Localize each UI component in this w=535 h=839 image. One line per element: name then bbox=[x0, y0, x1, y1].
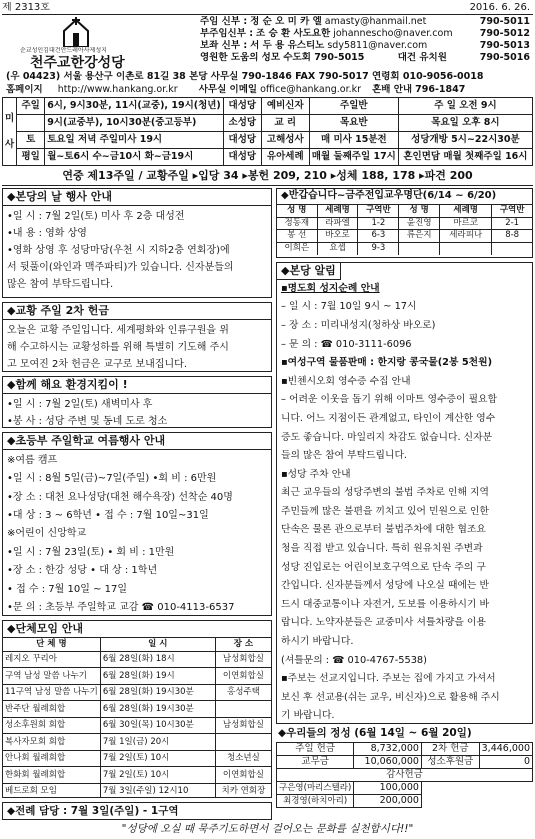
table-row bbox=[3, 149, 533, 166]
announcement-box bbox=[2, 376, 272, 428]
table-row bbox=[3, 684, 271, 701]
cell bbox=[399, 242, 440, 255]
cell: 월~토6시 수~금10시 화~금19시 bbox=[45, 149, 224, 166]
cell: 6월 28일(화) 19시 bbox=[100, 668, 215, 685]
staff-name: 서 두 용 유스티노 bbox=[250, 40, 325, 51]
announcement-body bbox=[3, 394, 271, 428]
cell: 2-1 bbox=[492, 217, 532, 230]
text-line: 많은 참여 부탁드립니다. bbox=[7, 278, 114, 290]
cell: 고해성사 bbox=[261, 132, 309, 149]
text-line: 간입니다. 신자분들께서 성당에 나오실 때에는 반 bbox=[281, 580, 489, 592]
text-line: 주민들께 많은 불편을 끼치고 있어 민원으로 인한 bbox=[281, 505, 489, 517]
offering-table bbox=[276, 742, 533, 808]
cell: 요셉 bbox=[317, 242, 358, 255]
text-line: ▪명도회 성지순례 안내 bbox=[281, 282, 380, 294]
announcement-box bbox=[2, 302, 272, 372]
cell: 6월 28일(화) 19시30분 bbox=[100, 684, 215, 701]
cell: 주일반 bbox=[309, 98, 398, 115]
table-row bbox=[277, 782, 533, 795]
cell: 평일 bbox=[17, 149, 45, 166]
staff-tel: 790-5011 bbox=[479, 16, 530, 27]
column-header: 장 소 bbox=[215, 637, 271, 651]
cell: 교무금 bbox=[277, 756, 354, 769]
text-line: ▪여성구역 물품판매 : 한지랑 콩국물(2봉 5천원) bbox=[281, 357, 493, 369]
text-line: – 어려운 이웃을 돕기 위해 이마트 영수증이 필요합 bbox=[281, 394, 497, 406]
text-line: •봉 사 : 성당 주변 및 동네 도로 청소 bbox=[7, 415, 168, 427]
text-line: • 접 수 : 7월 10일 ~ 17일 bbox=[7, 583, 128, 595]
text-line: – 일 시 : 7월 10일 9시 ~ 17시 bbox=[281, 301, 417, 313]
cell: 레지오 꾸리아 bbox=[3, 651, 100, 668]
announcement-body bbox=[3, 206, 271, 295]
table-row bbox=[277, 769, 533, 782]
cell: 7월 3일(주일) 12시10 bbox=[100, 783, 215, 798]
staff-tel: 790-5012 bbox=[479, 28, 530, 39]
text-line: •일 시 : 7월 2일(토) 미사 후 2층 대성전 bbox=[7, 210, 185, 222]
announcement-body bbox=[3, 320, 271, 372]
cell: 치카 연회장 bbox=[215, 783, 271, 798]
table-row bbox=[3, 767, 271, 784]
text-line: ▪성당 주차 안내 bbox=[281, 468, 351, 480]
church-title: 천주교한강성당 bbox=[30, 55, 125, 71]
cell: 목요반 bbox=[309, 115, 398, 132]
cell: 최경영(하치아리) bbox=[277, 795, 354, 808]
cell: 윤진영 bbox=[399, 217, 440, 230]
table-row bbox=[3, 783, 271, 798]
cell: 구역 남성 말씀 나누기 bbox=[3, 668, 100, 685]
staff-tel: 790-5016 bbox=[479, 52, 530, 63]
cell: 예비신자 bbox=[261, 98, 309, 115]
text-line: •일 시 : 8월 5일(금)~7일(주일) •회 비 : 6만원 bbox=[7, 473, 217, 485]
new-parishioners-table bbox=[277, 204, 532, 255]
text-line: •대 상 : 3 ~ 6학년 • 접 수 : 7월 10일~31일 bbox=[7, 509, 209, 521]
text-line: 랍니다. 노약자분들은 교중미사 셔틀차량을 이용 bbox=[281, 617, 486, 629]
table-row bbox=[3, 668, 271, 685]
cell bbox=[215, 701, 271, 718]
jeonrye-duty: ◆전례 담당 : 7월 3일(주일) - 1구역 bbox=[2, 802, 272, 820]
announcement-title: ◆본당의 날 행사 안내 bbox=[3, 189, 271, 206]
cell: 7월 2일(토) 10시 bbox=[100, 750, 215, 767]
cell: 7월 1일(금) 20시 bbox=[100, 734, 215, 751]
text-line: 보신 후 선교용(쉬는 교우, 비신자)으로 활용해 주시 bbox=[281, 691, 500, 703]
table-row bbox=[277, 217, 532, 230]
cell: 이연회합실 bbox=[215, 767, 271, 784]
cell: 혼인면담 매월 첫째주일 16시 bbox=[398, 149, 532, 166]
cell: 10,060,000 bbox=[354, 756, 422, 769]
cell: 유아세례 bbox=[261, 149, 309, 166]
cell: 0 bbox=[479, 756, 532, 769]
text-line: (셔틀문의 : ☎ 010-4767-5538) bbox=[281, 654, 427, 666]
staff-row bbox=[200, 52, 534, 64]
text-line: 니다. 어느 지점이든 관계없고, 타인이 계산한 영수 bbox=[281, 412, 496, 424]
table-row bbox=[277, 242, 532, 255]
cell: 구은영(마리스텔라) bbox=[277, 782, 354, 795]
announcement-title: ◆교황 주일 2차 헌금 bbox=[3, 303, 271, 320]
cell: 8,732,000 bbox=[354, 743, 422, 756]
cell: 봉 선 bbox=[277, 230, 317, 243]
staff-name: 790-5015 bbox=[314, 52, 365, 63]
text-line: – 문 의 : ☎ 010-3111-6096 bbox=[281, 338, 412, 350]
cell: 소성당 bbox=[223, 115, 261, 132]
cell: 11구역 남성 말씀 나누기 bbox=[3, 684, 100, 701]
issue-date: 2016. 6. 26. bbox=[469, 2, 530, 13]
column-header: 성 명 bbox=[277, 204, 317, 217]
table-row bbox=[3, 701, 271, 718]
staff-list bbox=[200, 16, 534, 64]
cell: 6월 30일(목) 10시30분 bbox=[100, 717, 215, 734]
text-line: ▪빈첸시오회 영수증 수집 안내 bbox=[281, 375, 411, 387]
staff-name: 정 순 오 미 카 엘 bbox=[250, 16, 322, 27]
church-logo-icon bbox=[60, 17, 92, 47]
parish-notice-box bbox=[276, 262, 533, 724]
staff-row bbox=[200, 28, 534, 40]
cell: 7월 2일(토) 10시 bbox=[100, 767, 215, 784]
church-subtitle: 순교성인김대건안드레아사제성지 bbox=[20, 47, 107, 54]
cell: 주일 헌금 bbox=[277, 743, 354, 756]
cell: 청소년실 bbox=[215, 750, 271, 767]
announcement-box bbox=[2, 188, 272, 298]
cell: 한화회 월례회합 bbox=[3, 767, 100, 784]
cell: 남성회합실 bbox=[215, 651, 271, 668]
cell bbox=[215, 734, 271, 751]
staff-name: 조 승 환 사도요한 bbox=[256, 28, 331, 39]
table-header-row bbox=[3, 637, 271, 651]
cell: 주일 bbox=[17, 98, 45, 115]
issue-number: 제 2313호 bbox=[2, 2, 50, 13]
cell: 바오로 bbox=[317, 230, 358, 243]
cell: 성소후원회 회합 bbox=[3, 717, 100, 734]
text-line: •장 소 : 한강 성당 • 대 상 : 1학년 bbox=[7, 565, 158, 577]
footer-slogan: "성당에 오실 때 묵주기도하면서 걸어오는 문화를 실천합시다!!" bbox=[121, 823, 414, 835]
cell: 홍성주택 bbox=[215, 684, 271, 701]
announcement-box bbox=[2, 432, 272, 616]
text-line: ※어린이 신앙학교 bbox=[7, 528, 87, 540]
table-row bbox=[3, 734, 271, 751]
table-row bbox=[3, 750, 271, 767]
cell: 남성회합실 bbox=[215, 717, 271, 734]
cell: 6-3 bbox=[358, 230, 399, 243]
cell: 9-3 bbox=[358, 242, 399, 255]
text-line: – 장 소 : 미리내성지(청하상 바오로) bbox=[281, 319, 436, 331]
liturgy-line: 연중 제13주일 / 교황주일 ▸입당 34 ▸봉헌 209, 210 ▸성체 188, 178 ▸파견 200 bbox=[2, 169, 533, 186]
column-header: 단 체 명 bbox=[3, 637, 100, 651]
cell: 주 일 오전 9시 bbox=[398, 98, 532, 115]
cell: 1-2 bbox=[358, 217, 399, 230]
table-row bbox=[3, 132, 533, 149]
text-line: •영화 상영 후 성당마당(우천 시 지하2층 연회장)에 bbox=[7, 244, 230, 256]
cell: 성당개방 5시~22시30분 bbox=[398, 132, 532, 149]
column-header: 세례명 bbox=[317, 204, 358, 217]
text-line: 오늘은 교황 주일입니다. 세계평화와 인류구원을 위 bbox=[7, 324, 229, 336]
cell: 마르코 bbox=[440, 217, 492, 230]
staff-email: johannescho@naver.com bbox=[333, 28, 453, 39]
email-label: 사무실 이메일 bbox=[198, 84, 258, 95]
cell: 2차 헌금 bbox=[421, 743, 479, 756]
table-row bbox=[277, 756, 533, 769]
column-header: 구역반 bbox=[358, 204, 399, 217]
text-line: 단속은 물론 관으로부터 불법주차에 대한 협조요 bbox=[281, 524, 486, 536]
staff-role: 부주임신부 : bbox=[200, 28, 253, 39]
table-row bbox=[3, 651, 271, 668]
cell: 목요일 오후 8시 bbox=[398, 115, 532, 132]
cell: 매월 둘째주일 17시 bbox=[309, 149, 398, 166]
staff-role: 주임 신부 : bbox=[200, 16, 248, 27]
cell: 정동재 bbox=[277, 217, 317, 230]
parish-notice-title: ◆본당 알림 bbox=[277, 263, 341, 280]
new-parishioners-box bbox=[276, 188, 533, 258]
staff-email: amasty@hanmail.net bbox=[324, 16, 427, 27]
text-line: 고 모여진 2차 헌금은 교구로 보내집니다. bbox=[7, 358, 187, 370]
cell: 매 미사 15분전 bbox=[309, 132, 398, 149]
cell: 이연회합실 bbox=[215, 668, 271, 685]
column-header: 일 시 bbox=[100, 637, 215, 651]
text-line: 해 수고하시는 교황성하를 위해 특별히 기도해 주시 bbox=[7, 341, 229, 353]
thanks-label: 감사헌금 bbox=[277, 769, 533, 782]
address-line bbox=[6, 71, 534, 83]
cell: 토요일 저녁 주일미사 19시 bbox=[45, 132, 224, 149]
cell: 라파엘 bbox=[317, 217, 358, 230]
staff-row bbox=[200, 16, 534, 28]
homepage-label: 홈페이지 bbox=[6, 84, 43, 95]
cell: 대성당 bbox=[223, 132, 261, 149]
table-header-row bbox=[277, 204, 532, 217]
cell: 6월 28일(화) 19시30분 bbox=[100, 701, 215, 718]
cell: 100,000 bbox=[354, 782, 422, 795]
cell: 200,000 bbox=[354, 795, 422, 808]
table-row bbox=[277, 230, 532, 243]
text-line: 성당 진입로는 어린이보호구역으로 단속 주의 구 bbox=[281, 561, 486, 573]
cell: 성소후원금 bbox=[421, 756, 479, 769]
contact-line bbox=[6, 84, 534, 96]
cell bbox=[492, 242, 532, 255]
cell: 안나회 월례회합 bbox=[3, 750, 100, 767]
cell: 세라피나 bbox=[440, 230, 492, 243]
cell: 6월 28일(화) 18시 bbox=[100, 651, 215, 668]
new-parishioners-title: ◆반갑습니다~금주전입교우명단(6/14 ~ 6/20) bbox=[277, 189, 532, 205]
homepage-link[interactable]: http://www.hankang.or.kr bbox=[57, 84, 178, 95]
cell: 이희은 bbox=[277, 242, 317, 255]
announcement-body bbox=[3, 450, 271, 616]
staff-row bbox=[200, 40, 534, 52]
cell: 토 bbox=[17, 132, 45, 149]
table-row bbox=[3, 115, 533, 132]
cell: 6시, 9시30분, 11시(교중), 19시(청년) bbox=[45, 98, 224, 115]
cell: 반주단 월례회합 bbox=[3, 701, 100, 718]
text-line: 드시 대중교통이나 자전거, 도보를 이용하시기 바 bbox=[281, 598, 489, 610]
staff-role: 보좌 신부 : bbox=[200, 40, 248, 51]
cell: 복사자모회 회합 bbox=[3, 734, 100, 751]
text-line: 서 뒷풀이(와인과 맥주파티)가 있습니다. 신자분들의 bbox=[7, 261, 234, 273]
staff-tel: 790-5013 bbox=[479, 40, 530, 51]
staff-email: sdy5811@naver.com bbox=[327, 40, 428, 51]
text-line: 최근 교우들의 성당주변의 불법 주차로 인해 지역 bbox=[281, 487, 489, 499]
text-line: •일 시 : 7월 2일(토) 새벽미사 후 bbox=[7, 398, 153, 410]
text-line: 증도 좋습니다. 마일리지 차감도 없습니다. 신자분 bbox=[281, 431, 493, 443]
group-meetings-title: ◆단체모임 안내 bbox=[3, 621, 271, 638]
office-email-link[interactable]: office@hankang.or.kr bbox=[260, 84, 362, 95]
text-line: 들의 많은 참여 부탁드립니다. bbox=[281, 450, 408, 462]
column-header: 세례명 bbox=[440, 204, 492, 217]
table-row bbox=[3, 98, 533, 115]
text-line: •내 용 : 영화 상영 bbox=[7, 227, 87, 239]
text-line: 하시기 바랍니다. bbox=[281, 636, 354, 648]
group-meetings-box bbox=[2, 620, 272, 798]
cell: 8-8 bbox=[492, 230, 532, 243]
mass-side-label: 미 사 bbox=[3, 98, 17, 166]
text-line: 기 바랍니다. bbox=[281, 710, 335, 722]
announcement-title: ◆초등부 주일학교 여름행사 안내 bbox=[3, 433, 271, 450]
text-line: •일 시 : 7월 23일(토) • 회 비 : 1만원 bbox=[7, 546, 175, 558]
mass-schedule-table bbox=[2, 97, 533, 166]
cell: 교 리 bbox=[261, 115, 309, 132]
cell: 대성당 bbox=[223, 149, 261, 166]
column-header: 성 명 bbox=[399, 204, 440, 217]
cell: 대성당 bbox=[223, 98, 261, 115]
text-line: ※여름 캠프 bbox=[7, 454, 58, 466]
address: (우 04423) 서울 용산구 이촌로 81길 38 bbox=[6, 71, 186, 82]
office-tel: 본당 사무실 790-1846 FAX 790-5017 연령회 010-9056-0018 bbox=[189, 71, 484, 82]
text-line: •장 소 : 대천 요나성당(대천 해수욕장) 선착순 40명 bbox=[7, 491, 233, 503]
group-meetings-table bbox=[3, 637, 271, 798]
text-line: •문 의 : 초등부 주일학교 교감 ☎ 010-4113-6537 bbox=[7, 602, 235, 613]
cell: 9시(교중부), 10시30분(중고등부) bbox=[45, 115, 224, 132]
text-line: ▪주보는 선교지입니다. 주보는 집에 가지고 가셔서 bbox=[281, 673, 496, 685]
staff-email: 대건 유치원 bbox=[397, 52, 447, 63]
wedding-tel: 796-1847 bbox=[415, 84, 466, 95]
cell: 류은지 bbox=[399, 230, 440, 243]
cell: 베드로회 모임 bbox=[3, 783, 100, 798]
table-row bbox=[277, 795, 533, 808]
text-line: 청을 직접 받고 있습니다. 특히 원유치원 주변과 bbox=[281, 543, 483, 555]
cell bbox=[17, 115, 45, 132]
table-row bbox=[277, 743, 533, 756]
wedding-label: 혼배 안내 bbox=[372, 84, 413, 95]
cell: 3,446,000 bbox=[479, 743, 532, 756]
staff-role: 영원한 도움의 성모 수도회 bbox=[200, 52, 311, 63]
offering-title: ◆우리들의 정성 (6월 14일 ~ 6월 20일) bbox=[278, 727, 472, 739]
cell bbox=[440, 242, 492, 255]
table-row bbox=[3, 717, 271, 734]
column-header: 구역반 bbox=[492, 204, 532, 217]
masthead-divider bbox=[2, 14, 533, 15]
parish-notice-body bbox=[277, 280, 532, 724]
announcement-title: ◆함께 해요 환경지킴이 ! bbox=[3, 377, 271, 394]
